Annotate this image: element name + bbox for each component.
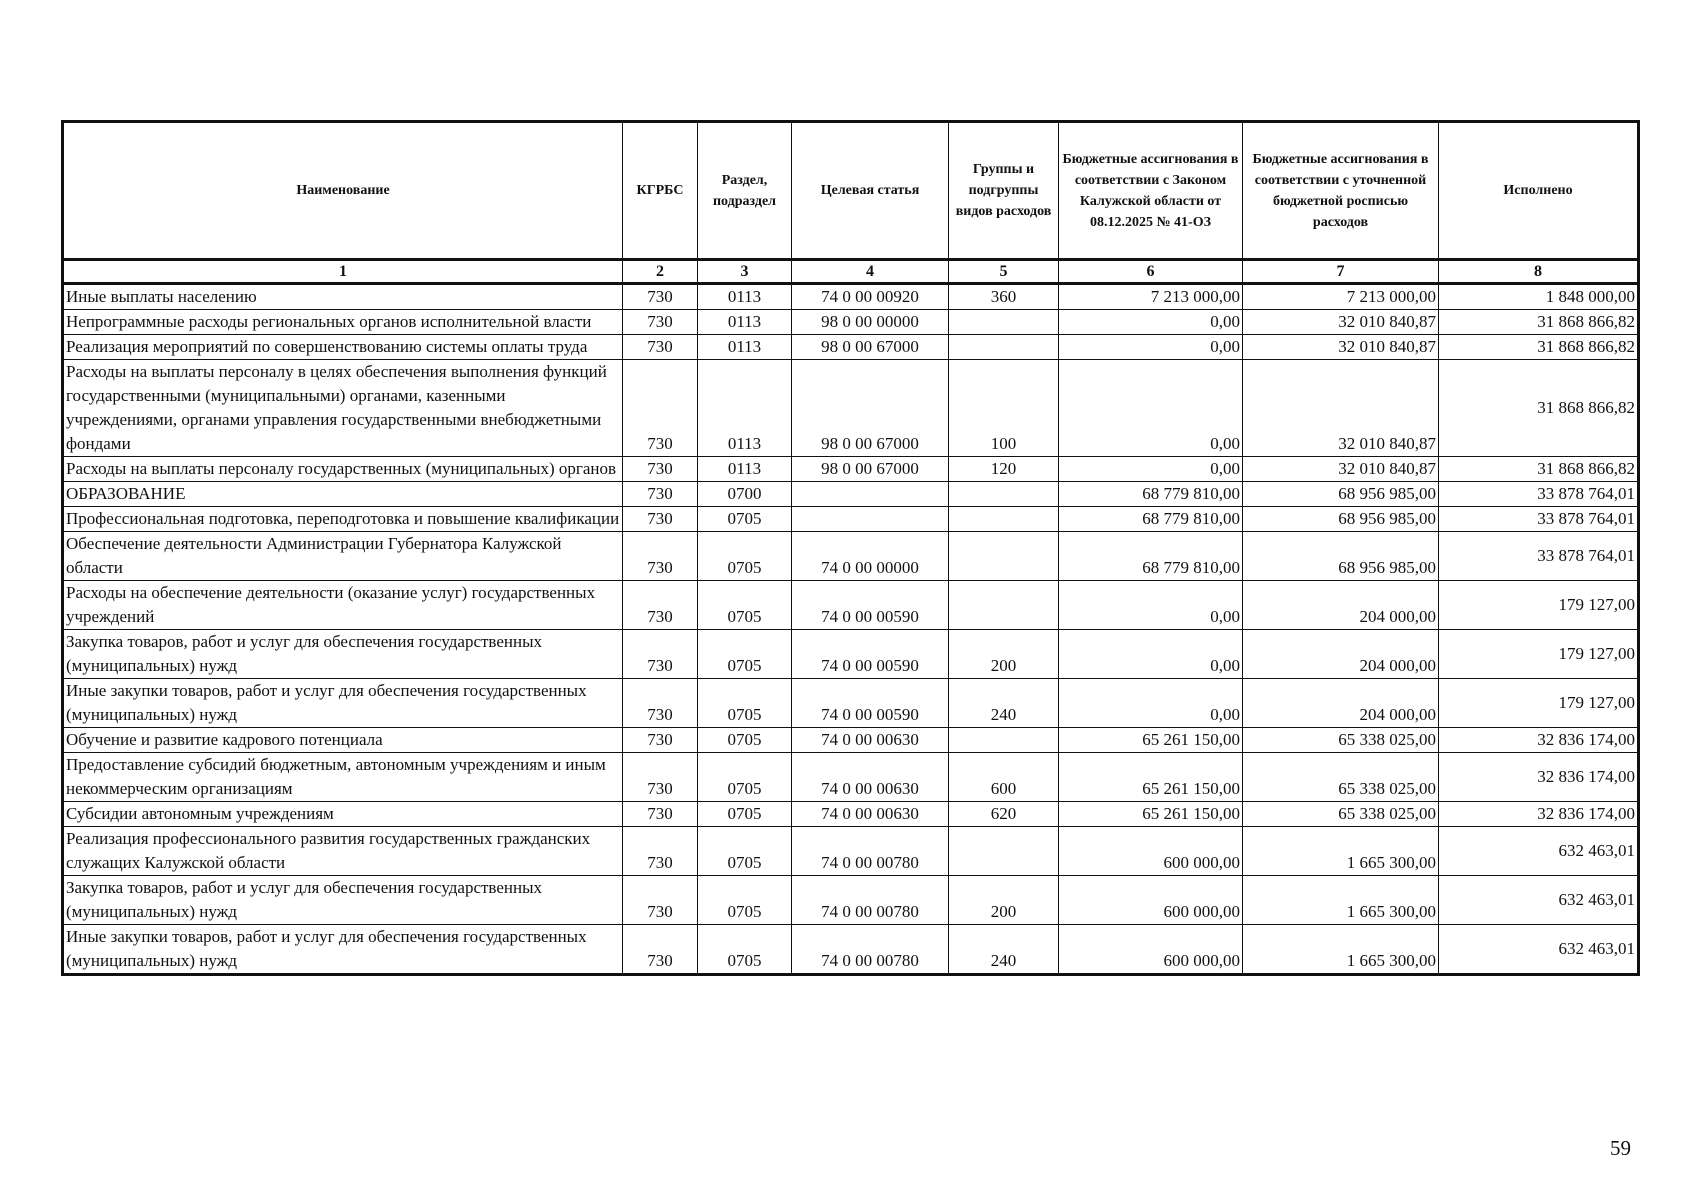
row-kgrbs: 730 [623, 802, 698, 827]
row-section: 0705 [698, 876, 792, 925]
row-name: Обучение и развитие кадрового потенциала [63, 728, 623, 753]
header-section: Раздел, подраздел [698, 122, 792, 260]
table-row [63, 335, 1639, 360]
row-expense-group [949, 310, 1059, 335]
row-expense-group: 200 [949, 630, 1059, 679]
column-number: 7 [1243, 260, 1439, 284]
row-expense-group [949, 507, 1059, 532]
table-row [63, 925, 1639, 975]
row-section: 0705 [698, 753, 792, 802]
row-kgrbs: 730 [623, 827, 698, 876]
row-target-article: 74 0 00 00780 [792, 925, 949, 975]
row-refined-allocation: 68 956 985,00 [1243, 507, 1439, 532]
row-refined-allocation: 32 010 840,87 [1243, 310, 1439, 335]
row-target-article: 74 0 00 00920 [792, 284, 949, 310]
row-kgrbs: 730 [623, 581, 698, 630]
row-kgrbs: 730 [623, 630, 698, 679]
row-name: Расходы на выплаты персоналу в целях обеспечения выполнения функций государственными (муниципальными) органами, казенными учреждениями, органами управления государственными внебюджетными фондами [63, 360, 623, 457]
row-kgrbs: 730 [623, 507, 698, 532]
row-law-allocation: 65 261 150,00 [1059, 802, 1243, 827]
row-kgrbs: 730 [623, 679, 698, 728]
column-number: 6 [1059, 260, 1243, 284]
row-law-allocation: 68 779 810,00 [1059, 482, 1243, 507]
row-refined-allocation: 204 000,00 [1243, 679, 1439, 728]
row-executed: 632 463,01 [1439, 827, 1639, 876]
row-law-allocation: 0,00 [1059, 335, 1243, 360]
row-executed: 632 463,01 [1439, 925, 1639, 975]
row-executed: 632 463,01 [1439, 876, 1639, 925]
row-refined-allocation: 32 010 840,87 [1243, 457, 1439, 482]
row-law-allocation: 65 261 150,00 [1059, 728, 1243, 753]
row-name: ОБРАЗОВАНИЕ [63, 482, 623, 507]
row-kgrbs: 730 [623, 532, 698, 581]
table-row [63, 630, 1639, 679]
header-name: Наименование [63, 122, 623, 260]
row-section: 0705 [698, 827, 792, 876]
table-row [63, 827, 1639, 876]
row-refined-allocation: 32 010 840,87 [1243, 360, 1439, 457]
row-section: 0705 [698, 728, 792, 753]
row-law-allocation: 0,00 [1059, 630, 1243, 679]
row-law-allocation: 68 779 810,00 [1059, 507, 1243, 532]
column-number: 4 [792, 260, 949, 284]
row-name: Субсидии автономным учреждениям [63, 802, 623, 827]
row-expense-group [949, 581, 1059, 630]
row-name: Профессиональная подготовка, переподготовка и повышение квалификации [63, 507, 623, 532]
row-kgrbs: 730 [623, 457, 698, 482]
row-target-article: 74 0 00 00630 [792, 728, 949, 753]
row-refined-allocation: 68 956 985,00 [1243, 532, 1439, 581]
row-expense-group [949, 827, 1059, 876]
row-name: Иные закупки товаров, работ и услуг для обеспечения государственных (муниципальных) нужд [63, 925, 623, 975]
table-row [63, 360, 1639, 457]
row-law-allocation: 0,00 [1059, 360, 1243, 457]
row-name: Предоставление субсидий бюджетным, автономным учреждениям и иным некоммерческим организациям [63, 753, 623, 802]
table-row [63, 802, 1639, 827]
table-row [63, 679, 1639, 728]
row-law-allocation: 7 213 000,00 [1059, 284, 1243, 310]
row-refined-allocation: 1 665 300,00 [1243, 876, 1439, 925]
row-kgrbs: 730 [623, 482, 698, 507]
row-refined-allocation: 32 010 840,87 [1243, 335, 1439, 360]
row-kgrbs: 730 [623, 728, 698, 753]
row-name: Иные закупки товаров, работ и услуг для обеспечения государственных (муниципальных) нужд [63, 679, 623, 728]
column-number: 8 [1439, 260, 1639, 284]
row-executed: 33 878 764,01 [1439, 507, 1639, 532]
row-executed: 32 836 174,00 [1439, 753, 1639, 802]
budget-table [61, 120, 1640, 976]
row-kgrbs: 730 [623, 753, 698, 802]
row-kgrbs: 730 [623, 925, 698, 975]
row-kgrbs: 730 [623, 310, 698, 335]
table-row [63, 482, 1639, 507]
row-executed: 31 868 866,82 [1439, 310, 1639, 335]
table-row [63, 728, 1639, 753]
row-expense-group: 360 [949, 284, 1059, 310]
row-refined-allocation: 7 213 000,00 [1243, 284, 1439, 310]
row-section: 0705 [698, 802, 792, 827]
table-body [63, 284, 1639, 975]
row-executed: 31 868 866,82 [1439, 360, 1639, 457]
row-target-article [792, 482, 949, 507]
row-section: 0705 [698, 925, 792, 975]
table-row [63, 310, 1639, 335]
row-target-article: 74 0 00 00780 [792, 876, 949, 925]
row-refined-allocation: 65 338 025,00 [1243, 753, 1439, 802]
row-target-article: 74 0 00 00000 [792, 532, 949, 581]
row-executed: 179 127,00 [1439, 679, 1639, 728]
row-target-article: 74 0 00 00630 [792, 753, 949, 802]
row-name: Расходы на выплаты персоналу государственных (муниципальных) органов [63, 457, 623, 482]
row-section: 0705 [698, 679, 792, 728]
table-row [63, 457, 1639, 482]
row-target-article: 98 0 00 67000 [792, 360, 949, 457]
row-expense-group [949, 482, 1059, 507]
row-law-allocation: 600 000,00 [1059, 827, 1243, 876]
row-law-allocation: 0,00 [1059, 581, 1243, 630]
row-executed: 33 878 764,01 [1439, 532, 1639, 581]
row-executed: 31 868 866,82 [1439, 335, 1639, 360]
row-refined-allocation: 204 000,00 [1243, 581, 1439, 630]
row-executed: 1 848 000,00 [1439, 284, 1639, 310]
row-section: 0705 [698, 532, 792, 581]
header-refined-allocation: Бюджетные ассигнования в соответствии с уточненной бюджетной росписью расходов [1243, 122, 1439, 260]
row-section: 0705 [698, 630, 792, 679]
row-executed: 179 127,00 [1439, 630, 1639, 679]
row-law-allocation: 65 261 150,00 [1059, 753, 1243, 802]
row-name: Реализация мероприятий по совершенствованию системы оплаты труда [63, 335, 623, 360]
row-refined-allocation: 204 000,00 [1243, 630, 1439, 679]
row-section: 0113 [698, 310, 792, 335]
row-kgrbs: 730 [623, 335, 698, 360]
row-expense-group: 620 [949, 802, 1059, 827]
row-expense-group: 120 [949, 457, 1059, 482]
row-section: 0705 [698, 507, 792, 532]
row-law-allocation: 68 779 810,00 [1059, 532, 1243, 581]
page-number: 59 [1610, 1136, 1631, 1160]
row-executed: 32 836 174,00 [1439, 728, 1639, 753]
column-number: 5 [949, 260, 1059, 284]
row-refined-allocation: 65 338 025,00 [1243, 802, 1439, 827]
row-target-article [792, 507, 949, 532]
column-number: 2 [623, 260, 698, 284]
row-refined-allocation: 1 665 300,00 [1243, 925, 1439, 975]
row-kgrbs: 730 [623, 876, 698, 925]
row-expense-group [949, 728, 1059, 753]
header-kgrbs: КГРБС [623, 122, 698, 260]
row-executed: 33 878 764,01 [1439, 482, 1639, 507]
row-name: Непрограммные расходы региональных органов исполнительной власти [63, 310, 623, 335]
row-section: 0705 [698, 581, 792, 630]
row-law-allocation: 0,00 [1059, 679, 1243, 728]
row-executed: 179 127,00 [1439, 581, 1639, 630]
row-target-article: 98 0 00 67000 [792, 335, 949, 360]
row-executed: 32 836 174,00 [1439, 802, 1639, 827]
table-row [63, 507, 1639, 532]
row-target-article: 74 0 00 00780 [792, 827, 949, 876]
row-expense-group: 200 [949, 876, 1059, 925]
row-target-article: 98 0 00 00000 [792, 310, 949, 335]
row-expense-group [949, 335, 1059, 360]
row-kgrbs: 730 [623, 360, 698, 457]
header-executed: Исполнено [1439, 122, 1639, 260]
row-expense-group [949, 532, 1059, 581]
table-row [63, 753, 1639, 802]
table-row [63, 581, 1639, 630]
row-refined-allocation: 68 956 985,00 [1243, 482, 1439, 507]
row-expense-group: 600 [949, 753, 1059, 802]
row-expense-group: 100 [949, 360, 1059, 457]
row-name: Расходы на обеспечение деятельности (оказание услуг) государственных учреждений [63, 581, 623, 630]
row-target-article: 74 0 00 00630 [792, 802, 949, 827]
row-section: 0113 [698, 360, 792, 457]
row-target-article: 98 0 00 67000 [792, 457, 949, 482]
row-law-allocation: 0,00 [1059, 457, 1243, 482]
row-name: Иные выплаты населению [63, 284, 623, 310]
row-target-article: 74 0 00 00590 [792, 679, 949, 728]
row-name: Реализация профессионального развития государственных гражданских служащих Калужской области [63, 827, 623, 876]
row-section: 0113 [698, 335, 792, 360]
row-section: 0113 [698, 284, 792, 310]
row-target-article: 74 0 00 00590 [792, 630, 949, 679]
header-expense-group: Группы и подгруппы видов расходов [949, 122, 1059, 260]
row-name: Закупка товаров, работ и услуг для обеспечения государственных (муниципальных) нужд [63, 876, 623, 925]
row-target-article: 74 0 00 00590 [792, 581, 949, 630]
row-refined-allocation: 65 338 025,00 [1243, 728, 1439, 753]
column-number: 1 [63, 260, 623, 284]
row-name: Обеспечение деятельности Администрации Губернатора Калужской области [63, 532, 623, 581]
header-law-allocation: Бюджетные ассигнования в соответствии с Законом Калужской области от 08.12.2025 № 41-ОЗ [1059, 122, 1243, 260]
row-law-allocation: 0,00 [1059, 310, 1243, 335]
row-kgrbs: 730 [623, 284, 698, 310]
row-section: 0700 [698, 482, 792, 507]
row-refined-allocation: 1 665 300,00 [1243, 827, 1439, 876]
row-law-allocation: 600 000,00 [1059, 925, 1243, 975]
row-name: Закупка товаров, работ и услуг для обеспечения государственных (муниципальных) нужд [63, 630, 623, 679]
column-number: 3 [698, 260, 792, 284]
table-row [63, 284, 1639, 310]
table-row [63, 876, 1639, 925]
row-expense-group: 240 [949, 925, 1059, 975]
row-expense-group: 240 [949, 679, 1059, 728]
column-number-row [63, 260, 1639, 284]
row-law-allocation: 600 000,00 [1059, 876, 1243, 925]
header-target-article: Целевая статья [792, 122, 949, 260]
row-executed: 31 868 866,82 [1439, 457, 1639, 482]
header-row [63, 122, 1639, 260]
table-row [63, 532, 1639, 581]
row-section: 0113 [698, 457, 792, 482]
